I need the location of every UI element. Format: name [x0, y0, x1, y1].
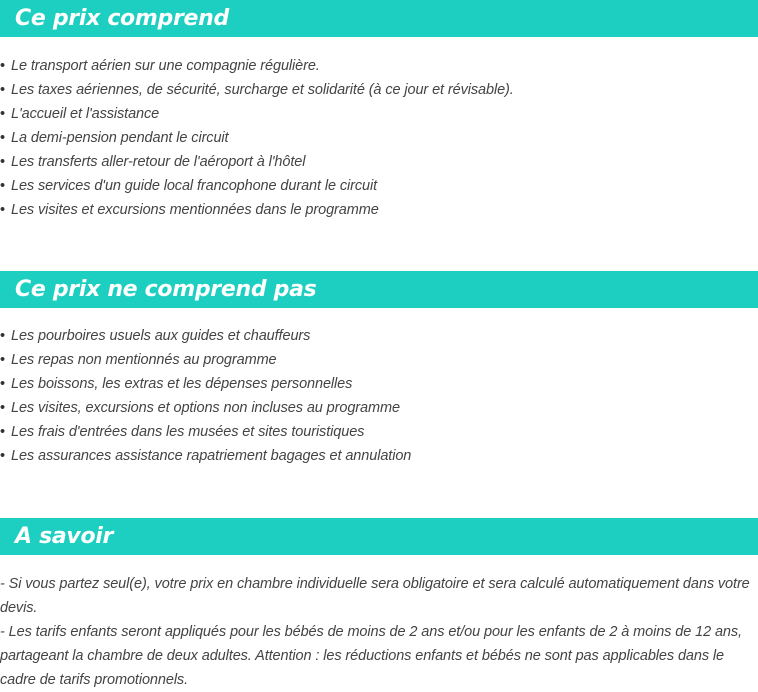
list-item [0, 150, 758, 174]
list-item-text: Les pourboires usuels aux guides et chauffeurs [11, 328, 311, 344]
list-item-text: Les assurances assistance rapatriement bagages et annulation [11, 448, 412, 464]
includes-section [0, 0, 758, 222]
list-item [0, 174, 758, 198]
list-item [0, 324, 758, 348]
includes-header [0, 0, 758, 37]
list-item [0, 126, 758, 150]
list-item [0, 198, 758, 222]
bullet: • [0, 178, 5, 194]
notes-paragraph: - Si vous partez seul(e), votre prix en chambre individuelle sera obligatoire et sera calculé automatiquement dans votre devis. [0, 576, 750, 616]
notes-body [0, 572, 758, 692]
bullet: • [0, 106, 5, 122]
bullet: • [0, 130, 5, 146]
excludes-section [0, 271, 758, 468]
list-item [0, 372, 758, 396]
bullet: • [0, 58, 5, 74]
list-item-text: Les taxes aériennes, de sécurité, surcharge et solidarité (à ce jour et révisable). [11, 82, 514, 98]
list-item [0, 420, 758, 444]
bullet: • [0, 328, 5, 344]
list-item-text: Les boissons, les extras et les dépenses personnelles [11, 376, 353, 392]
excludes-list [0, 324, 758, 468]
bullet: • [0, 424, 5, 440]
list-item-text: L'accueil et l'assistance [11, 106, 160, 122]
notes-paragraph: - Les tarifs enfants seront appliqués pour les bébés de moins de 2 ans et/ou pour les enfants de 2 à moins de 12 ans, partageant la chambre de deux adultes. Attention : les réductions enfants et bébés ne sont pas applicables dans le cadre de tarifs promotionnels. [0, 624, 742, 688]
excludes-title: Ce prix ne comprend pas [15, 276, 317, 302]
list-item-text: La demi-pension pendant le circuit [11, 130, 229, 146]
list-item [0, 444, 758, 468]
list-item-text: Les visites et excursions mentionnées dans le programme [11, 202, 379, 218]
list-item-text: Les visites, excursions et options non incluses au programme [11, 400, 400, 416]
list-item-text: Les frais d'entrées dans les musées et sites touristiques [11, 424, 365, 440]
list-item [0, 102, 758, 126]
list-item-text: Les repas non mentionnés au programme [11, 352, 277, 368]
list-item-text: Les transferts aller-retour de l'aéroport à l'hôtel [11, 154, 306, 170]
bullet: • [0, 82, 5, 98]
list-item-text: Les services d'un guide local francophone durant le circuit [11, 178, 378, 194]
list-item [0, 54, 758, 78]
bullet: • [0, 352, 5, 368]
list-item-text: Le transport aérien sur une compagnie régulière. [11, 58, 320, 74]
bullet: • [0, 448, 5, 464]
includes-list [0, 54, 758, 222]
includes-title: Ce prix comprend [15, 5, 229, 31]
bullet: • [0, 202, 5, 218]
list-item [0, 78, 758, 102]
bullet: • [0, 154, 5, 170]
bullet: • [0, 376, 5, 392]
notes-section [0, 518, 758, 692]
notes-header [0, 518, 758, 555]
excludes-header [0, 271, 758, 308]
list-item [0, 348, 758, 372]
list-item [0, 396, 758, 420]
bullet: • [0, 400, 5, 416]
notes-title: A savoir [15, 523, 114, 549]
